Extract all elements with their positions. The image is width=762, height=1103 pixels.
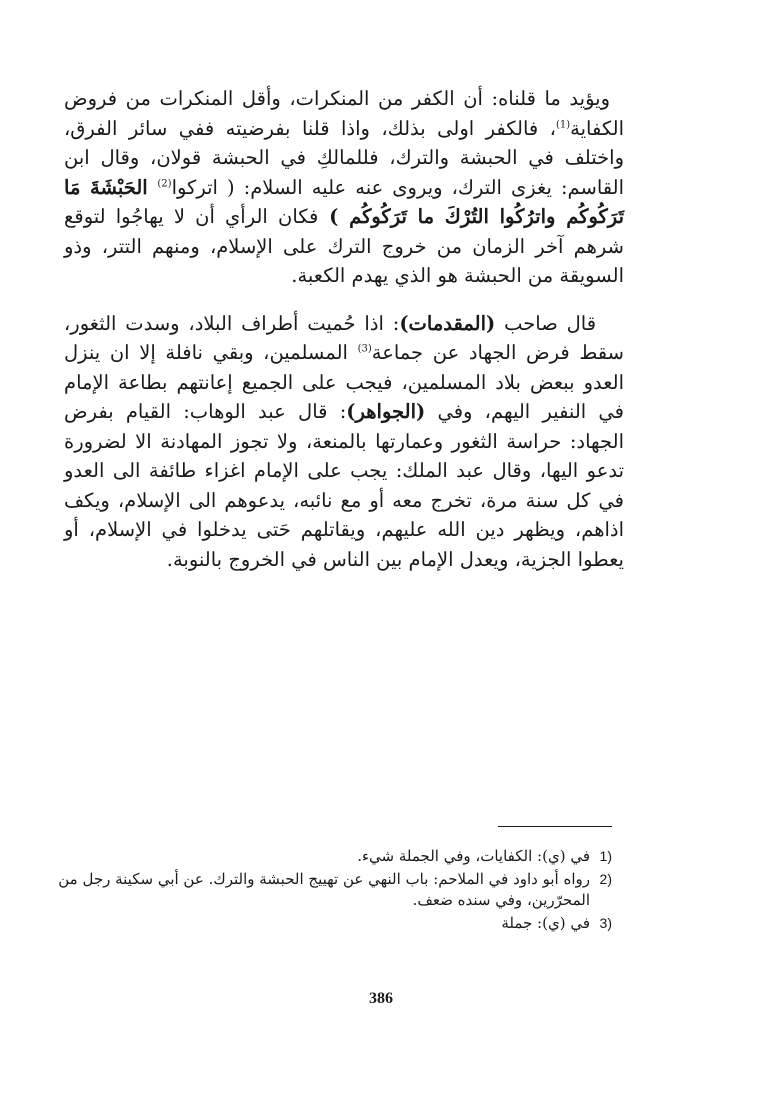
footnote-text: في (ي): الكفايات، وفي الجملة شيء.: [357, 847, 590, 865]
paragraph-2: [64, 309, 624, 575]
footnote-ref-2: (2): [157, 178, 172, 189]
book-title-muqaddimat: (المقدمات): [399, 311, 496, 335]
footnote-number: 2): [599, 871, 612, 887]
p1-text-c: فكان الرأي أن لا يهاجُوا لتوقع شرهم آخر الزمان من خروج الترك على الإسلام، ومنهم التتر، وذو السويقة من الحبشة هو الذي يهدم الكعبة.: [64, 205, 624, 287]
p2-text-f: : قال عبد الوهاب: القيام بفرض الجهاد: حراسة الثغور وعمارتها بالمنعة، ولا تجوز المهادنة الا لضرورة تدعو اليها، وقال عبد الملك: يجب على الإمام اغزاء طائفة الى العدو في كل سنة مرة، تخرج معه أو مع نائبه، يدعوهم الى الإسلام، ويكف اذاهم، ويظهر دين الله عليهم، ويقاتلهم حَتى يدخلوا في الإسلام، أو يعطوا الجزية، ويعدل الإمام بين الناس في الخروج بالنوبة.: [64, 400, 624, 571]
footnotes: [56, 846, 612, 936]
footnote-1: [56, 846, 612, 867]
footnote-text: رواه أبو داود في الملاحم: باب النهي عن تهييج الحبشة والترك. عن أبي سكينة رجل من المحرّرين، وفي سنده ضعف.: [58, 870, 590, 909]
p1-text-a: ويؤيد ما قلناه: أن الكفر من المنكرات، وأقل المنكرات من فروض الكفاية: [64, 87, 624, 140]
footnote-ref-1: (1): [555, 119, 571, 130]
paragraph-1: [64, 84, 624, 291]
book-title-jawahir: (الجواهر): [346, 400, 426, 423]
p2-text-a: قال صاحب: [495, 311, 597, 335]
hadith-quote: الحَبْشَةَ مَا تَرَكُوكُم واترُكُوا التُرْكَ ما تَرَكُوكُم ): [64, 175, 624, 228]
footnote-3: [56, 913, 612, 934]
footnote-ref-3: (3): [357, 343, 372, 355]
p2-text-d: المسلمين، وبقي نافلة إلا ان ينزل العدو ببعض بلاد المسلمين، فيجب على الجميع إعانتهم بطاعة الإمام في النفير اليهم، وفي: [64, 341, 624, 423]
main-text: [64, 84, 624, 592]
footnote-text: في (ي): جملة: [501, 914, 590, 932]
footnote-number: 1): [599, 848, 612, 864]
footnote-2: [56, 869, 612, 911]
page-number: 386: [369, 990, 393, 1007]
p1-text-b: ، فالكفر اولى بذلك، واذا قلنا بفرضيته ففي سائر الفرق، واختلف في الحبشة والترك، فللمالكِ في الحبشة قولان، وقال ابن القاسم: يغزى الترك، ويروى عنه عليه السلام: ( اتركوا: [64, 116, 624, 199]
footnote-number: 3): [599, 915, 612, 931]
p2-text-c: : اذا حُميت أطراف البلاد، وسدت الثغور، سقط فرض الجهاد عن جماعة: [64, 311, 624, 364]
footnote-separator: [498, 826, 612, 827]
